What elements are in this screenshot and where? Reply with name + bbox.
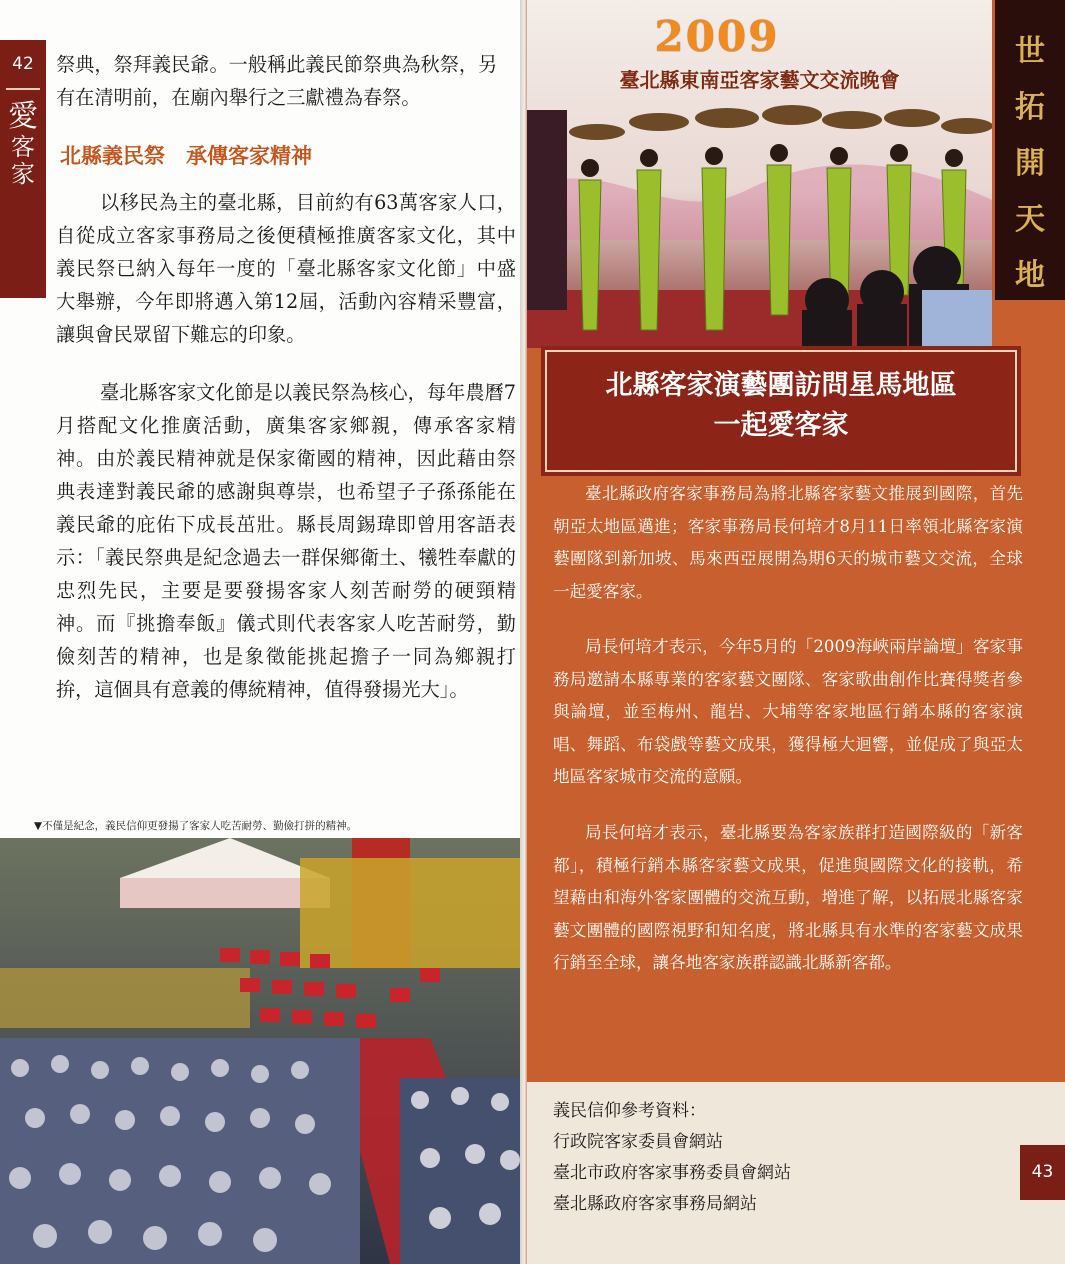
section-heading: 北縣義民祭 承傳客家精神 xyxy=(60,144,312,168)
article-title-line-2: 一起愛客家 xyxy=(713,410,849,441)
section-tab-char: 愛 xyxy=(8,99,38,134)
left-page-number: 42 xyxy=(12,54,34,74)
crowd-photo-illustration xyxy=(0,838,522,1264)
stage-banner-title: 臺北縣東南亞客家藝文交流晚會 xyxy=(619,68,900,92)
right-page-number: 43 xyxy=(1020,1145,1065,1200)
right-paragraph-1: 臺北縣政府客家事務局為將北縣客家藝文推展到國際，首先朝亞太地區邁進；客家事務局長何培才8月11日率領北縣客家演藝團隊到新加坡、馬來西亞展開為期6天的城市藝文交流，全球一起愛客家。 xyxy=(553,484,1023,601)
article-title xyxy=(547,366,1015,446)
article-title-line-1: 北縣客家演藝團訪問星馬地區 xyxy=(605,370,957,401)
right-paragraph-2: 局長何培才表示，今年5月的「2009海峽兩岸論壇」客家事務局邀請本縣專業的客家藝文團隊、客家歌曲創作比賽得獎者參與論壇，並至梅州、龍岩、大埔等客家地區行銷本縣的客家演唱、舞蹈、布袋戲等藝文成果，獲得極大迴響，並促成了與亞太地區客家城市交流的意願。 xyxy=(553,637,1023,786)
section-tab xyxy=(0,40,46,298)
stage-banner-year: 2009 xyxy=(654,12,780,61)
tab-divider xyxy=(6,88,40,90)
strip-char: 天 xyxy=(1015,202,1045,237)
strip-char: 地 xyxy=(1015,258,1045,293)
left-paragraph-2: 以移民為主的臺北縣，目前約有63萬客家人口，自從成立客家事務局之後便積極推廣客家文化，其中義民祭已納入每年一度的「臺北縣客家文化節」中盛大舉辦，今年即將邁入第12屆，活動內容精采豐富，讓與會民眾留下難忘的印象。 xyxy=(56,191,516,346)
strip-char: 開 xyxy=(1015,146,1045,181)
reference-item: 臺北縣政府客家事務局網站 xyxy=(553,1194,757,1214)
references-box xyxy=(527,1082,1065,1264)
section-tab-label xyxy=(0,100,46,188)
left-paragraph-1: 祭典，祭拜義民爺。一般稱此義民節祭典為秋祭，另有在清明前，在廟內舉行之三獻禮為春祭。 xyxy=(56,53,498,109)
ceremony-crowd-photo xyxy=(0,838,522,1264)
left-page xyxy=(0,0,522,1264)
vertical-calligraphy-strip xyxy=(995,0,1065,300)
references-title: 義民信仰參考資料： xyxy=(553,1101,706,1121)
reference-item: 臺北市政府客家事務委員會網站 xyxy=(553,1163,791,1183)
reference-item: 行政院客家委員會網站 xyxy=(553,1132,723,1152)
section-tab-char: 家 xyxy=(11,160,35,188)
right-paragraph-3: 局長何培才表示，臺北縣要為客家族群打造國際級的「新客都」，積極行銷本縣客家藝文成果，促進與國際文化的接軌，希望藉由和海外客家團體的交流互動，增進了解，以拓展北縣客家藝文團體的國際視野和知名度，將北縣具有水準的客家藝文成果行銷至全球，讓各地客家族群認識北縣新客都。 xyxy=(553,823,1023,972)
strip-char: 拓 xyxy=(1015,90,1045,125)
right-page xyxy=(527,0,1065,1264)
stage-performance-photo xyxy=(527,0,992,348)
photo-caption: ▼不僅是紀念，義民信仰更發揚了客家人吃苦耐勞、勤儉打拼的精神。 xyxy=(34,820,358,832)
left-paragraph-3: 臺北縣客家文化節是以義民祭為核心，每年農曆7月搭配文化推廣活動，廣集客家鄉親，傳承客家精神。由於義民精神就是保家衛國的精神，因此藉由祭典表達對義民爺的感謝與尊崇，也希望子子孫孫能在義民爺的庇佑下成長茁壯。縣長周錫瑋即曾用客語表示：「義民祭典是紀念過去一群保鄉衛土、犧牲奉獻的忠烈先民，主要是要發揚客家人刻苦耐勞的硬頸精神。而『挑擔奉飯』儀式則代表客家人吃苦耐勞，勤儉刻苦的精神，也是象徵能挑起擔子一同為鄉親打拚，這個具有意義的傳統精神，值得發揚光大」。 xyxy=(56,381,516,701)
article-title-box xyxy=(545,350,1017,472)
section-tab-char: 客 xyxy=(11,133,35,161)
strip-char: 世 xyxy=(1015,34,1045,69)
